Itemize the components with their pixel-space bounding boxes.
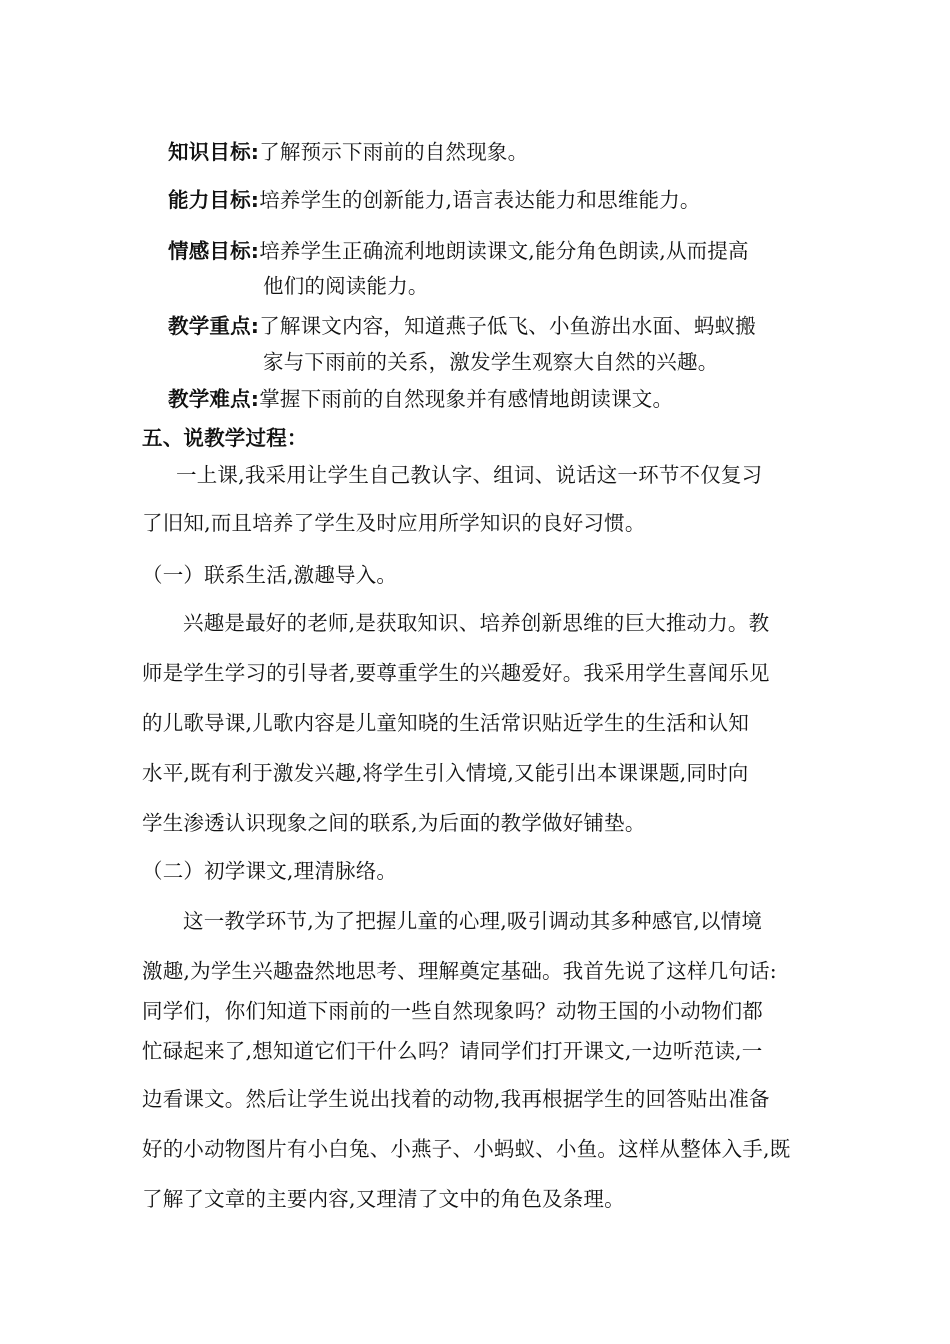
paragraph-line: 这一教学环节,为了把握儿童的心理,吸引调动其多种感官,以情境	[183, 909, 763, 933]
objective-label: 能力目标:	[168, 188, 260, 212]
objective-text: 了解预示下雨前的自然现象。	[259, 140, 529, 164]
paragraph-line: 师是学生学习的引导者,要尊重学生的兴趣爱好。我采用学生喜闻乐见	[142, 661, 770, 685]
paragraph-line: 一上课,我采用让学生自己教认字、组词、说话这一环节不仅复习	[176, 463, 763, 487]
objective-emotion	[168, 237, 749, 265]
objective-text: 掌握下雨前的自然现象并有感情地朗读课文。	[259, 387, 674, 411]
paragraph-line: 好的小动物图片有小白兔、小燕子、小蚂蚁、小鱼。这样从整体入手,既	[142, 1137, 791, 1161]
paragraph-line: 兴趣是最好的老师,是获取知识、培养创新思维的巨大推动力。教	[183, 611, 770, 635]
paragraph-line: 了解了文章的主要内容,又理清了文中的角色及条理。	[142, 1187, 625, 1211]
objective-text: 了解课文内容，知道燕子低飞、小鱼游出水面、蚂蚁搬	[259, 314, 757, 338]
objective-label: 知识目标:	[168, 140, 260, 164]
teaching-difficulty	[168, 385, 673, 413]
section-heading: 五、说教学过程：	[142, 426, 308, 450]
paragraph-line: 水平,既有利于激发兴趣,将学生引入情境,又能引出本课课题,同时向	[142, 761, 749, 785]
objective-text: 培养学生的创新能力,语言表达能力和思维能力。	[259, 188, 701, 212]
subsection-heading: （二）初学课文,理清脉络。	[142, 859, 398, 883]
teaching-key-point-continuation: 家与下雨前的关系，激发学生观察大自然的兴趣。	[263, 350, 719, 374]
paragraph-line: 了旧知,而且培养了学生及时应用所学知识的良好习惯。	[142, 511, 646, 535]
teaching-key-point	[168, 312, 756, 340]
paragraph-line: 忙碌起来了,想知道它们干什么吗？请同学们打开课文,一边听范读,一	[142, 1039, 763, 1063]
objective-label: 情感目标:	[168, 239, 260, 263]
paragraph-line: 同学们，你们知道下雨前的一些自然现象吗？动物王国的小动物们都	[142, 999, 763, 1023]
paragraph-line: 学生渗透认识现象之间的联系,为后面的教学做好铺垫。	[142, 811, 646, 835]
paragraph-line: 的儿歌导课,儿歌内容是儿童知晓的生活常识贴近学生的生活和认知	[142, 711, 750, 735]
objective-label: 教学重点:	[168, 314, 260, 338]
objective-text: 培养学生正确流利地朗读课文,能分角色朗读,从而提高	[259, 239, 749, 263]
objective-knowledge	[168, 138, 528, 166]
objective-emotion-continuation: 他们的阅读能力。	[263, 274, 429, 298]
paragraph-line: 边看课文。然后让学生说出找着的动物,我再根据学生的回答贴出准备	[142, 1087, 770, 1111]
objective-ability	[168, 186, 701, 214]
subsection-heading: （一）联系生活,激趣导入。	[142, 563, 398, 587]
objective-label: 教学难点:	[168, 387, 260, 411]
paragraph-line: 激趣,为学生兴趣盎然地思考、理解奠定基础。我首先说了这样几句话:	[142, 959, 777, 983]
